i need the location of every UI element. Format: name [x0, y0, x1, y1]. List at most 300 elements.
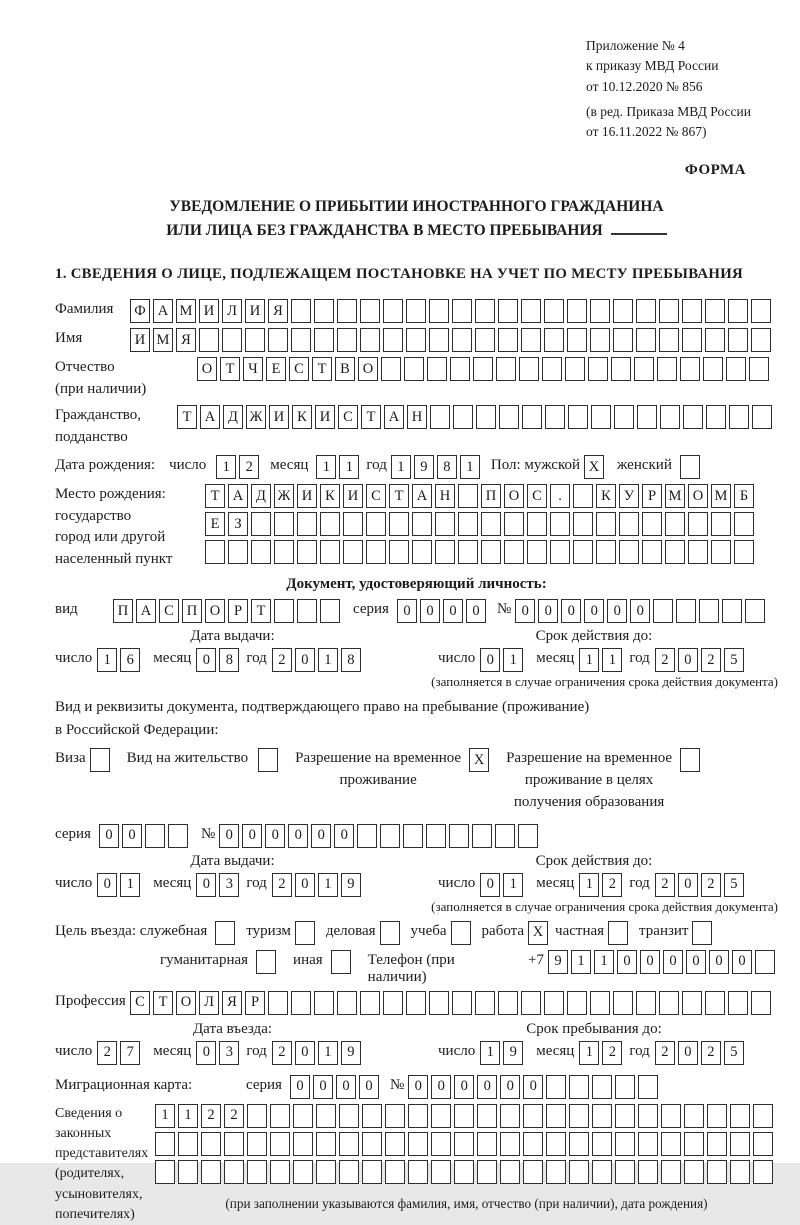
form-cell[interactable]: [657, 357, 677, 381]
form-cell[interactable]: [247, 1132, 267, 1156]
form-cell[interactable]: [661, 1104, 681, 1128]
form-cell[interactable]: [753, 1132, 773, 1156]
form-cell[interactable]: [546, 1104, 566, 1128]
form-cell[interactable]: 0: [196, 648, 216, 672]
form-cell[interactable]: П: [113, 599, 133, 623]
form-cell[interactable]: [256, 950, 276, 974]
form-cell[interactable]: [274, 540, 294, 564]
form-cell[interactable]: 9: [414, 455, 434, 479]
form-cell[interactable]: 0: [515, 599, 535, 623]
form-cell[interactable]: [684, 1104, 704, 1128]
form-cell[interactable]: Т: [153, 991, 173, 1015]
form-cell[interactable]: 0: [219, 824, 239, 848]
form-cell[interactable]: [426, 824, 446, 848]
form-cell[interactable]: [145, 824, 165, 848]
form-cell[interactable]: [366, 540, 386, 564]
form-cell[interactable]: Я: [222, 991, 242, 1015]
form-cell[interactable]: [683, 405, 703, 429]
form-cell[interactable]: 9: [548, 950, 568, 974]
form-cell[interactable]: М: [711, 484, 731, 508]
form-cell[interactable]: [688, 540, 708, 564]
form-cell[interactable]: [454, 1160, 474, 1184]
form-cell[interactable]: Л: [199, 991, 219, 1015]
form-cell[interactable]: О: [205, 599, 225, 623]
form-cell[interactable]: 0: [295, 873, 315, 897]
form-cell[interactable]: [452, 991, 472, 1015]
form-cell[interactable]: [546, 1160, 566, 1184]
form-cell[interactable]: [499, 405, 519, 429]
form-cell[interactable]: [546, 1075, 566, 1099]
form-cell[interactable]: [270, 1160, 290, 1184]
form-cell[interactable]: [458, 512, 478, 536]
form-cell[interactable]: [452, 299, 472, 323]
form-cell[interactable]: [475, 299, 495, 323]
form-cell[interactable]: [247, 1160, 267, 1184]
form-cell[interactable]: [224, 1160, 244, 1184]
form-cell[interactable]: [611, 357, 631, 381]
form-cell[interactable]: [406, 991, 426, 1015]
form-cell[interactable]: [293, 1160, 313, 1184]
form-cell[interactable]: [523, 1160, 543, 1184]
form-cell[interactable]: [619, 512, 639, 536]
form-cell[interactable]: 1: [579, 873, 599, 897]
form-cell[interactable]: Ж: [246, 405, 266, 429]
form-cell[interactable]: .: [550, 484, 570, 508]
form-cell[interactable]: [745, 599, 765, 623]
form-cell[interactable]: [615, 1160, 635, 1184]
form-cell[interactable]: [567, 991, 587, 1015]
form-cell[interactable]: С: [338, 405, 358, 429]
form-cell[interactable]: [590, 299, 610, 323]
form-cell[interactable]: 2: [272, 1041, 292, 1065]
form-cell[interactable]: [291, 299, 311, 323]
form-cell[interactable]: 1: [602, 648, 622, 672]
form-cell[interactable]: [295, 921, 315, 945]
form-cell[interactable]: [500, 1160, 520, 1184]
form-cell[interactable]: [527, 540, 547, 564]
form-cell[interactable]: [751, 991, 771, 1015]
form-cell[interactable]: [476, 405, 496, 429]
form-cell[interactable]: [360, 991, 380, 1015]
form-cell[interactable]: 0: [122, 824, 142, 848]
form-cell[interactable]: [545, 405, 565, 429]
form-cell[interactable]: Т: [220, 357, 240, 381]
form-cell[interactable]: [268, 328, 288, 352]
form-cell[interactable]: [638, 1132, 658, 1156]
form-cell[interactable]: [270, 1104, 290, 1128]
form-cell[interactable]: У: [619, 484, 639, 508]
form-cell[interactable]: Ф: [130, 299, 150, 323]
form-cell[interactable]: [550, 512, 570, 536]
form-cell[interactable]: [406, 328, 426, 352]
form-cell[interactable]: Т: [177, 405, 197, 429]
form-cell[interactable]: 0: [196, 1041, 216, 1065]
form-cell[interactable]: [500, 1132, 520, 1156]
form-cell[interactable]: [251, 540, 271, 564]
form-cell[interactable]: [521, 991, 541, 1015]
form-cell[interactable]: [722, 599, 742, 623]
form-cell[interactable]: [449, 824, 469, 848]
form-cell[interactable]: [320, 540, 340, 564]
form-cell[interactable]: [680, 455, 700, 479]
form-cell[interactable]: [638, 1160, 658, 1184]
form-cell[interactable]: [228, 540, 248, 564]
form-cell[interactable]: [339, 1160, 359, 1184]
form-cell[interactable]: [429, 328, 449, 352]
form-cell[interactable]: [362, 1160, 382, 1184]
form-cell[interactable]: Е: [266, 357, 286, 381]
form-cell[interactable]: [339, 1104, 359, 1128]
form-cell[interactable]: 0: [640, 950, 660, 974]
form-cell[interactable]: 1: [391, 455, 411, 479]
form-cell[interactable]: М: [153, 328, 173, 352]
form-cell[interactable]: [495, 824, 515, 848]
form-cell[interactable]: Ч: [243, 357, 263, 381]
form-cell[interactable]: [222, 328, 242, 352]
form-cell[interactable]: А: [136, 599, 156, 623]
form-cell[interactable]: [408, 1160, 428, 1184]
form-cell[interactable]: [205, 540, 225, 564]
form-cell[interactable]: [270, 1132, 290, 1156]
form-cell[interactable]: 1: [460, 455, 480, 479]
form-cell[interactable]: [730, 1160, 750, 1184]
form-cell[interactable]: О: [688, 484, 708, 508]
form-cell[interactable]: [168, 824, 188, 848]
form-cell[interactable]: [615, 1104, 635, 1128]
form-cell[interactable]: Е: [205, 512, 225, 536]
form-cell[interactable]: [573, 512, 593, 536]
form-cell[interactable]: [385, 1160, 405, 1184]
form-cell[interactable]: 1: [318, 648, 338, 672]
form-cell[interactable]: [403, 824, 423, 848]
form-cell[interactable]: [293, 1132, 313, 1156]
form-cell[interactable]: [711, 512, 731, 536]
form-cell[interactable]: 0: [431, 1075, 451, 1099]
form-cell[interactable]: [475, 991, 495, 1015]
form-cell[interactable]: [705, 299, 725, 323]
form-cell[interactable]: Н: [435, 484, 455, 508]
form-cell[interactable]: 0: [420, 599, 440, 623]
form-cell[interactable]: 1: [503, 648, 523, 672]
form-cell[interactable]: [430, 405, 450, 429]
form-cell[interactable]: 1: [318, 1041, 338, 1065]
form-cell[interactable]: Т: [389, 484, 409, 508]
form-cell[interactable]: [496, 357, 516, 381]
form-cell[interactable]: О: [176, 991, 196, 1015]
form-cell[interactable]: 1: [480, 1041, 500, 1065]
form-cell[interactable]: [408, 1132, 428, 1156]
form-cell[interactable]: [615, 1075, 635, 1099]
form-cell[interactable]: [565, 357, 585, 381]
form-cell[interactable]: [642, 540, 662, 564]
form-cell[interactable]: 1: [97, 648, 117, 672]
form-cell[interactable]: Б: [734, 484, 754, 508]
form-cell[interactable]: И: [297, 484, 317, 508]
form-cell[interactable]: 8: [341, 648, 361, 672]
form-cell[interactable]: И: [245, 299, 265, 323]
form-cell[interactable]: [472, 824, 492, 848]
form-cell[interactable]: [429, 991, 449, 1015]
form-cell[interactable]: [752, 405, 772, 429]
form-cell[interactable]: [753, 1104, 773, 1128]
form-cell[interactable]: [729, 405, 749, 429]
form-cell[interactable]: [753, 1160, 773, 1184]
form-cell[interactable]: [155, 1160, 175, 1184]
form-cell[interactable]: 0: [295, 1041, 315, 1065]
form-cell[interactable]: [596, 540, 616, 564]
form-cell[interactable]: [380, 824, 400, 848]
form-cell[interactable]: 1: [579, 1041, 599, 1065]
form-cell[interactable]: [155, 1132, 175, 1156]
form-cell[interactable]: [706, 405, 726, 429]
form-cell[interactable]: [504, 540, 524, 564]
form-cell[interactable]: 0: [561, 599, 581, 623]
form-cell[interactable]: Д: [223, 405, 243, 429]
form-cell[interactable]: Р: [642, 484, 662, 508]
form-cell[interactable]: 0: [678, 648, 698, 672]
form-cell[interactable]: [360, 328, 380, 352]
form-cell[interactable]: [523, 1132, 543, 1156]
form-cell[interactable]: [661, 1160, 681, 1184]
form-cell[interactable]: [680, 357, 700, 381]
form-cell[interactable]: 9: [341, 1041, 361, 1065]
form-cell[interactable]: А: [153, 299, 173, 323]
form-cell[interactable]: [201, 1132, 221, 1156]
form-cell[interactable]: 2: [239, 455, 259, 479]
form-cell[interactable]: [452, 328, 472, 352]
form-cell[interactable]: 1: [155, 1104, 175, 1128]
form-cell[interactable]: [592, 1160, 612, 1184]
form-cell[interactable]: 0: [454, 1075, 474, 1099]
form-cell[interactable]: 1: [120, 873, 140, 897]
form-cell[interactable]: [314, 328, 334, 352]
form-cell[interactable]: [567, 328, 587, 352]
form-cell[interactable]: 0: [523, 1075, 543, 1099]
form-cell[interactable]: [614, 405, 634, 429]
form-cell[interactable]: [518, 824, 538, 848]
form-cell[interactable]: И: [315, 405, 335, 429]
form-cell[interactable]: А: [200, 405, 220, 429]
form-cell[interactable]: [684, 1132, 704, 1156]
form-cell[interactable]: [498, 991, 518, 1015]
form-cell[interactable]: [320, 599, 340, 623]
form-cell[interactable]: [596, 512, 616, 536]
form-cell[interactable]: [429, 299, 449, 323]
form-cell[interactable]: [544, 991, 564, 1015]
form-cell[interactable]: 0: [500, 1075, 520, 1099]
form-cell[interactable]: [385, 1104, 405, 1128]
form-cell[interactable]: [408, 1104, 428, 1128]
form-cell[interactable]: X: [584, 455, 604, 479]
form-cell[interactable]: 0: [97, 873, 117, 897]
form-cell[interactable]: [546, 1132, 566, 1156]
form-cell[interactable]: [730, 1104, 750, 1128]
form-cell[interactable]: [381, 357, 401, 381]
form-cell[interactable]: 0: [334, 824, 354, 848]
form-cell[interactable]: [343, 540, 363, 564]
form-cell[interactable]: [297, 540, 317, 564]
form-cell[interactable]: [703, 357, 723, 381]
form-cell[interactable]: [90, 748, 110, 772]
form-cell[interactable]: [682, 991, 702, 1015]
form-cell[interactable]: 0: [584, 599, 604, 623]
form-cell[interactable]: [224, 1132, 244, 1156]
form-cell[interactable]: [660, 405, 680, 429]
form-cell[interactable]: [477, 1160, 497, 1184]
form-cell[interactable]: [568, 405, 588, 429]
form-cell[interactable]: [592, 1132, 612, 1156]
form-cell[interactable]: [320, 512, 340, 536]
form-cell[interactable]: М: [665, 484, 685, 508]
form-cell[interactable]: 0: [709, 950, 729, 974]
form-cell[interactable]: 0: [732, 950, 752, 974]
form-cell[interactable]: [676, 599, 696, 623]
form-cell[interactable]: 1: [339, 455, 359, 479]
form-cell[interactable]: Л: [222, 299, 242, 323]
form-cell[interactable]: С: [527, 484, 547, 508]
form-cell[interactable]: [573, 540, 593, 564]
form-cell[interactable]: [569, 1132, 589, 1156]
form-cell[interactable]: 2: [272, 873, 292, 897]
form-cell[interactable]: [569, 1160, 589, 1184]
form-cell[interactable]: [274, 512, 294, 536]
form-cell[interactable]: [435, 512, 455, 536]
form-cell[interactable]: Н: [407, 405, 427, 429]
form-cell[interactable]: [297, 512, 317, 536]
form-cell[interactable]: [339, 1132, 359, 1156]
form-cell[interactable]: [522, 405, 542, 429]
form-cell[interactable]: [749, 357, 769, 381]
form-cell[interactable]: [728, 328, 748, 352]
form-cell[interactable]: И: [343, 484, 363, 508]
form-cell[interactable]: [730, 1132, 750, 1156]
form-cell[interactable]: 1: [579, 648, 599, 672]
form-cell[interactable]: [527, 512, 547, 536]
form-cell[interactable]: [458, 540, 478, 564]
form-cell[interactable]: [684, 1160, 704, 1184]
form-cell[interactable]: X: [528, 921, 548, 945]
form-cell[interactable]: К: [292, 405, 312, 429]
form-cell[interactable]: О: [504, 484, 524, 508]
form-cell[interactable]: 3: [219, 1041, 239, 1065]
form-cell[interactable]: [728, 991, 748, 1015]
form-cell[interactable]: [481, 512, 501, 536]
form-cell[interactable]: 1: [503, 873, 523, 897]
form-cell[interactable]: [389, 512, 409, 536]
form-cell[interactable]: Т: [361, 405, 381, 429]
form-cell[interactable]: [665, 540, 685, 564]
form-cell[interactable]: Я: [268, 299, 288, 323]
form-cell[interactable]: [636, 328, 656, 352]
form-cell[interactable]: 0: [288, 824, 308, 848]
form-cell[interactable]: [247, 1104, 267, 1128]
form-cell[interactable]: [475, 328, 495, 352]
form-cell[interactable]: [521, 328, 541, 352]
form-cell[interactable]: [427, 357, 447, 381]
form-cell[interactable]: 2: [655, 648, 675, 672]
form-cell[interactable]: [258, 748, 278, 772]
form-cell[interactable]: [316, 1132, 336, 1156]
form-cell[interactable]: 2: [655, 873, 675, 897]
form-cell[interactable]: [613, 991, 633, 1015]
form-cell[interactable]: Т: [251, 599, 271, 623]
form-cell[interactable]: X: [469, 748, 489, 772]
form-cell[interactable]: [705, 328, 725, 352]
form-cell[interactable]: [473, 357, 493, 381]
form-cell[interactable]: [638, 1104, 658, 1128]
form-cell[interactable]: [642, 512, 662, 536]
form-cell[interactable]: [726, 357, 746, 381]
form-cell[interactable]: [613, 299, 633, 323]
form-cell[interactable]: 5: [724, 648, 744, 672]
form-cell[interactable]: [619, 540, 639, 564]
form-cell[interactable]: 0: [295, 648, 315, 672]
form-cell[interactable]: [692, 921, 712, 945]
form-cell[interactable]: К: [596, 484, 616, 508]
form-cell[interactable]: [521, 299, 541, 323]
form-cell[interactable]: [590, 991, 610, 1015]
form-cell[interactable]: [412, 512, 432, 536]
form-cell[interactable]: [751, 299, 771, 323]
form-cell[interactable]: [291, 328, 311, 352]
form-cell[interactable]: [569, 1104, 589, 1128]
form-cell[interactable]: [458, 484, 478, 508]
form-cell[interactable]: Т: [312, 357, 332, 381]
form-cell[interactable]: 0: [607, 599, 627, 623]
form-cell[interactable]: [316, 1104, 336, 1128]
form-cell[interactable]: [406, 299, 426, 323]
form-cell[interactable]: З: [228, 512, 248, 536]
form-cell[interactable]: 0: [617, 950, 637, 974]
form-cell[interactable]: [404, 357, 424, 381]
form-cell[interactable]: [293, 1104, 313, 1128]
form-cell[interactable]: 0: [242, 824, 262, 848]
form-cell[interactable]: [661, 1132, 681, 1156]
form-cell[interactable]: 6: [120, 648, 140, 672]
form-cell[interactable]: 2: [97, 1041, 117, 1065]
form-cell[interactable]: С: [130, 991, 150, 1015]
form-cell[interactable]: 0: [290, 1075, 310, 1099]
form-cell[interactable]: 1: [216, 455, 236, 479]
form-cell[interactable]: [477, 1104, 497, 1128]
form-cell[interactable]: 2: [201, 1104, 221, 1128]
form-cell[interactable]: [435, 540, 455, 564]
form-cell[interactable]: Д: [251, 484, 271, 508]
form-cell[interactable]: [590, 328, 610, 352]
form-cell[interactable]: [178, 1132, 198, 1156]
form-cell[interactable]: [245, 328, 265, 352]
form-cell[interactable]: [362, 1132, 382, 1156]
form-cell[interactable]: [314, 299, 334, 323]
form-cell[interactable]: [573, 484, 593, 508]
form-cell[interactable]: [297, 599, 317, 623]
form-cell[interactable]: [380, 921, 400, 945]
form-cell[interactable]: 0: [408, 1075, 428, 1099]
form-cell[interactable]: 1: [318, 873, 338, 897]
form-cell[interactable]: [688, 512, 708, 536]
form-cell[interactable]: 0: [630, 599, 650, 623]
form-cell[interactable]: П: [182, 599, 202, 623]
form-cell[interactable]: [734, 512, 754, 536]
form-cell[interactable]: 2: [602, 1041, 622, 1065]
form-cell[interactable]: [481, 540, 501, 564]
form-cell[interactable]: [705, 991, 725, 1015]
form-cell[interactable]: 7: [120, 1041, 140, 1065]
form-cell[interactable]: С: [159, 599, 179, 623]
form-cell[interactable]: [591, 405, 611, 429]
form-cell[interactable]: [337, 299, 357, 323]
form-cell[interactable]: [682, 299, 702, 323]
